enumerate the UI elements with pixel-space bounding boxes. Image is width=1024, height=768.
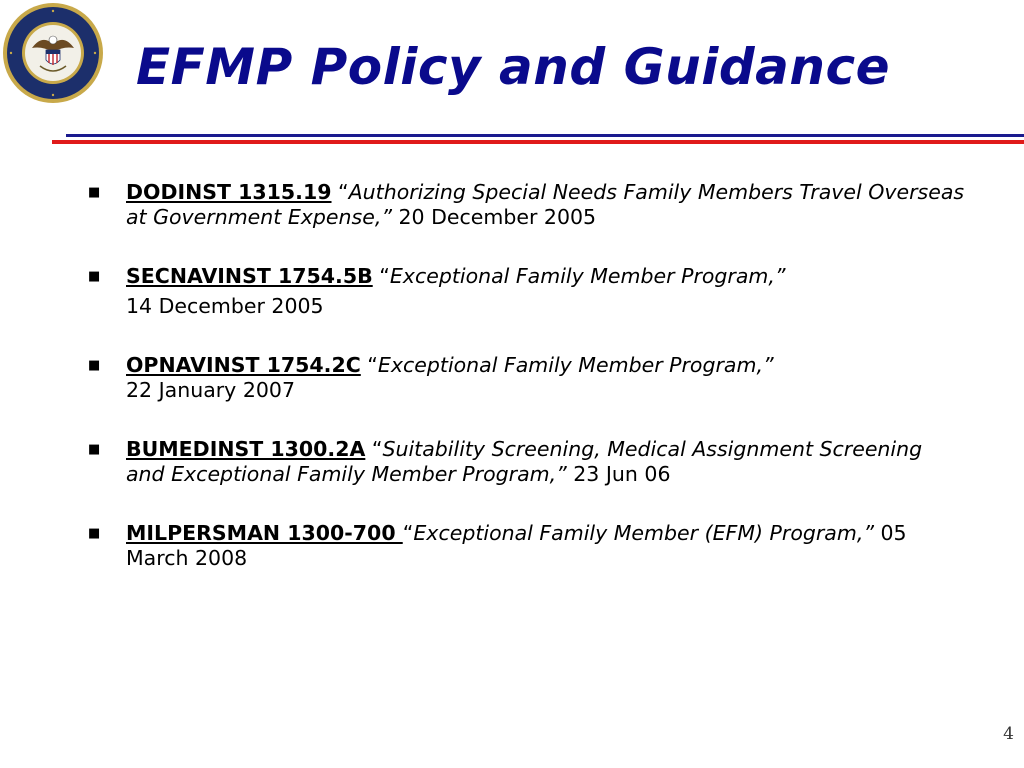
reference-title: Authorizing Special Needs Family Members Travel Overseas at Government Expense,” — [126, 180, 965, 229]
list-item — [86, 353, 966, 403]
reference-code: MILPERSMAN 1300-700 — [126, 521, 403, 545]
reference-code: DODINST 1315.19 — [126, 180, 332, 204]
bullet-square-icon: ■ — [88, 526, 101, 541]
open-quote: “ — [402, 521, 414, 545]
reference-date: 23 Jun 06 — [566, 462, 671, 486]
bullet-square-icon: ■ — [88, 185, 101, 200]
open-quote: “ — [372, 264, 390, 288]
reference-title: Suitability Screening, Medical Assignment Screening and Exceptional Family Member Program,” — [126, 437, 923, 486]
reference-date: 14 December 2005 — [126, 294, 324, 318]
reference-date: 05 March 2008 — [126, 521, 907, 570]
title-divider-red — [52, 140, 1024, 144]
page-number: 4 — [1003, 724, 1014, 744]
reference-date: 20 December 2005 — [391, 205, 597, 229]
open-quote: “ — [360, 353, 378, 377]
bullet-square-icon: ■ — [88, 269, 101, 284]
list-item — [86, 180, 966, 230]
title-divider-blue — [66, 134, 1024, 137]
bullet-square-icon: ■ — [88, 442, 101, 457]
reference-title: Exceptional Family Member (EFM) Program,” — [413, 521, 874, 545]
list-item — [86, 264, 966, 319]
list-item — [86, 521, 966, 571]
reference-code: OPNAVINST 1754.2C — [126, 353, 361, 377]
reference-code: BUMEDINST 1300.2A — [126, 437, 366, 461]
navy-seal-logo — [2, 2, 104, 104]
open-quote: “ — [365, 437, 383, 461]
reference-title: Exceptional Family Member Program,” — [377, 353, 774, 377]
slide-title: EFMP Policy and Guidance — [136, 38, 891, 96]
list-item — [86, 437, 966, 487]
bullet-list — [86, 180, 966, 605]
reference-title: Exceptional Family Member Program,” — [389, 264, 786, 288]
open-quote: “ — [331, 180, 349, 204]
reference-date: 22 January 2007 — [126, 378, 296, 402]
bullet-square-icon: ■ — [88, 358, 101, 373]
reference-code: SECNAVINST 1754.5B — [126, 264, 373, 288]
